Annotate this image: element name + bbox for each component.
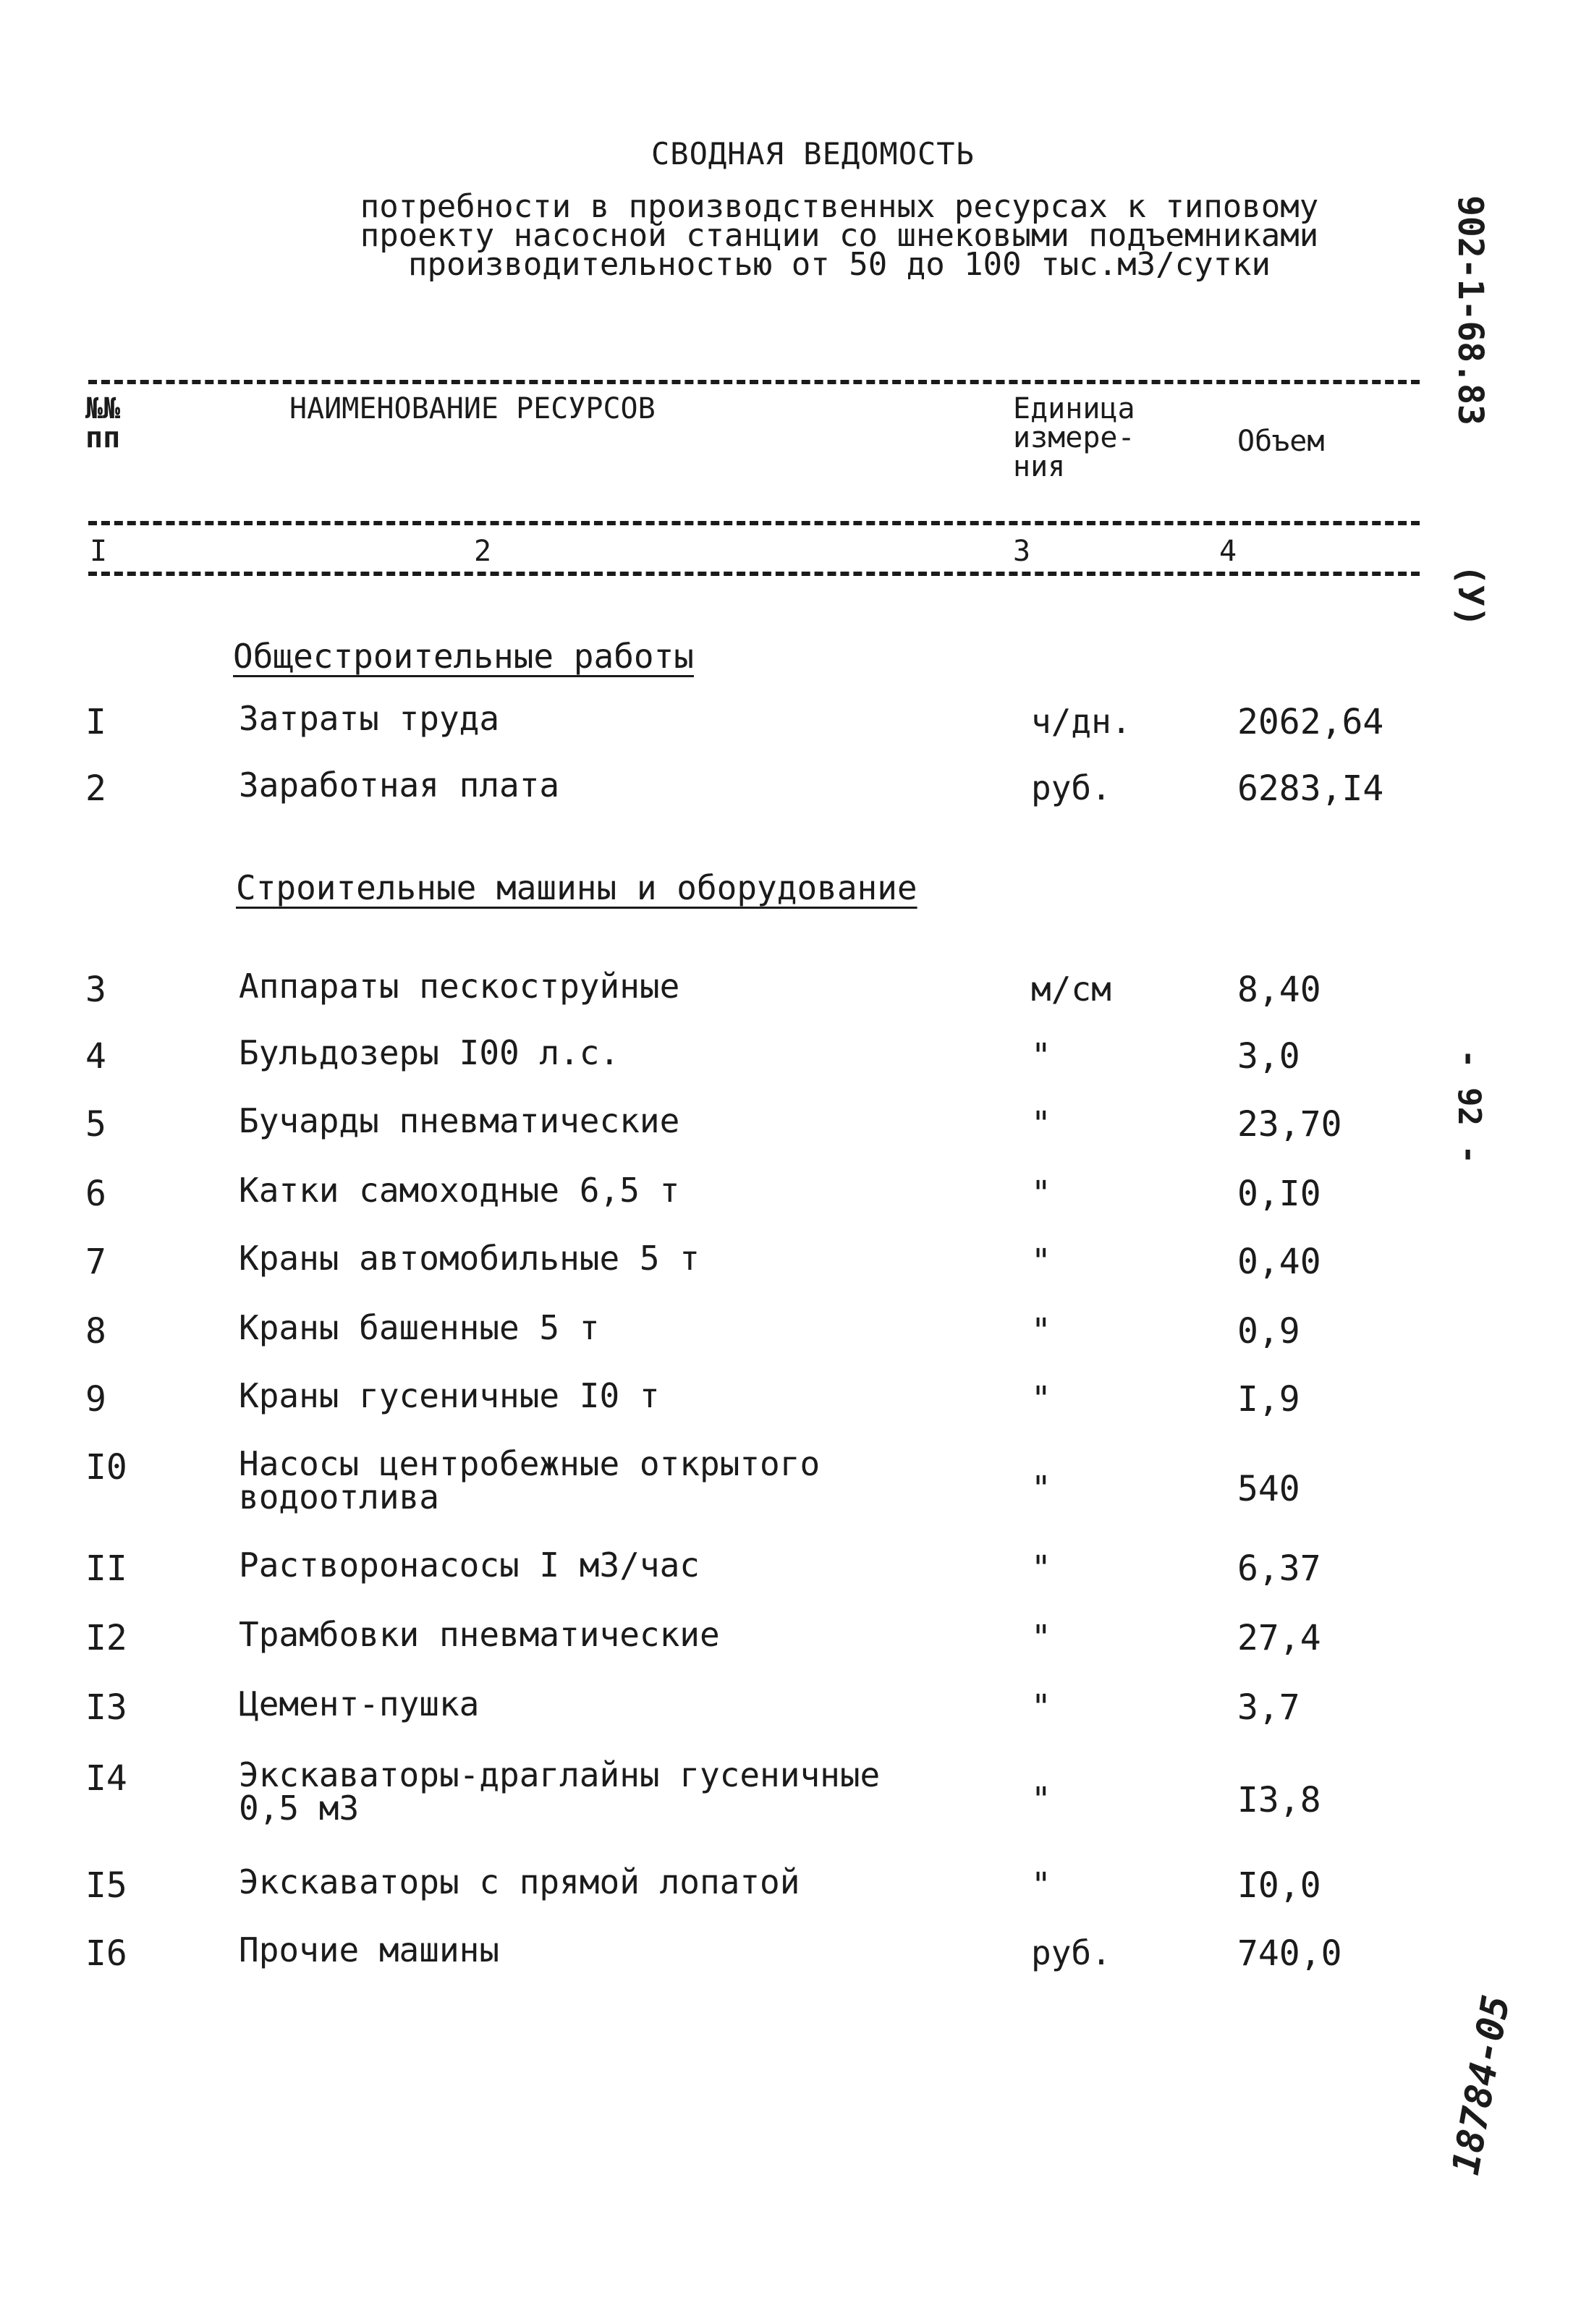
row-number: 6 [85, 1174, 106, 1214]
margin-album-mark: (У) [1450, 564, 1491, 627]
table-row [0, 1171, 1581, 1217]
row-name: Экскаваторы-драглайны гусеничные 0,5 м3 [239, 1755, 881, 1828]
row-name: Краны автомобильные 5 т [239, 1239, 700, 1278]
row-number: II [85, 1548, 127, 1589]
header-mid-rule [88, 521, 1420, 525]
row-volume: 3,0 [1237, 1036, 1300, 1077]
table-row [0, 699, 1581, 745]
row-unit: " [1031, 1379, 1051, 1418]
table-row [0, 1755, 1581, 1838]
row-number: I4 [85, 1758, 127, 1799]
row-number: 4 [85, 1036, 106, 1077]
row-unit: " [1031, 1174, 1051, 1213]
row-unit: " [1031, 1311, 1051, 1350]
table-row [0, 1444, 1581, 1527]
table-row [0, 1033, 1581, 1080]
row-unit: руб. [1031, 768, 1111, 807]
table-row [0, 1615, 1581, 1661]
header-top-rule [88, 380, 1420, 384]
row-number: 7 [85, 1242, 106, 1282]
table-row [0, 1376, 1581, 1422]
table-row [0, 967, 1581, 1013]
row-name: Аппараты пескоструйные [239, 967, 680, 1006]
header-bottom-rule [88, 572, 1420, 576]
row-name: Цемент-пушка [239, 1684, 480, 1723]
row-unit: " [1031, 1242, 1051, 1281]
row-volume: 6,37 [1237, 1548, 1321, 1589]
row-name: Бучарды пневматические [239, 1101, 680, 1140]
row-volume: 540 [1237, 1469, 1300, 1509]
row-name: Насосы центробежные открытого водоотлива [239, 1444, 821, 1517]
row-name: Растворонасосы I м3/час [239, 1545, 700, 1585]
row-name: Заработная плата [239, 766, 560, 805]
margin-page-number: - 92 - [1451, 1049, 1488, 1164]
row-unit: " [1031, 1469, 1051, 1508]
row-volume: 23,70 [1237, 1104, 1342, 1145]
document-title: СВОДНАЯ ВЕДОМОСТЬ [651, 136, 975, 171]
row-volume: I0,0 [1237, 1865, 1321, 1906]
row-name: Бульдозеры I00 л.с. [239, 1033, 620, 1072]
row-number: 9 [85, 1379, 106, 1420]
margin-project-code: 902-1-68.83 [1450, 195, 1491, 425]
row-volume: I,9 [1237, 1379, 1300, 1420]
header-unit: Единица измере- ния [1013, 392, 1135, 483]
row-name: Прочие машины [239, 1930, 500, 1969]
table-row [0, 768, 1581, 812]
row-unit: " [1031, 1548, 1051, 1587]
section-title-general-construction: Общестроительные работы [233, 637, 694, 676]
row-name: Трамбовки пневматические [239, 1615, 720, 1654]
row-number: 2 [85, 768, 106, 809]
document-subtitle-line-2: проекту насосной станции со шнековыми подъемниками [360, 217, 1319, 254]
table-row [0, 1930, 1581, 1977]
row-volume: 3,7 [1237, 1687, 1300, 1728]
row-volume: 6283,I4 [1237, 768, 1384, 809]
margin-registration-stamp: 18784-05 [1444, 1992, 1519, 2179]
table-row [0, 1308, 1581, 1354]
row-number: I2 [85, 1618, 127, 1658]
row-unit: " [1031, 1780, 1051, 1819]
row-number: I0 [85, 1447, 127, 1488]
row-number: 5 [85, 1104, 106, 1145]
row-unit: " [1031, 1865, 1051, 1904]
column-number-4: 4 [1219, 535, 1237, 568]
row-number: I3 [85, 1687, 127, 1728]
row-unit: руб. [1031, 1933, 1111, 1972]
header-num: №№ пп [85, 392, 121, 454]
table-row [0, 1684, 1581, 1731]
row-volume: 0,9 [1237, 1311, 1300, 1352]
table-row [0, 1862, 1581, 1909]
document-subtitle-line-1: потребности в производственных ресурсах к типовому [360, 188, 1319, 225]
table-row [0, 1545, 1581, 1592]
row-name: Экскаваторы с прямой лопатой [239, 1862, 800, 1901]
column-number-1: I [90, 535, 108, 568]
row-unit: " [1031, 1687, 1051, 1726]
row-number: 3 [85, 970, 106, 1010]
row-volume: I3,8 [1237, 1780, 1321, 1820]
row-name: Катки самоходные 6,5 т [239, 1171, 680, 1210]
column-number-3: 3 [1013, 535, 1031, 568]
row-number: I [85, 702, 106, 742]
row-volume: 8,40 [1237, 970, 1321, 1010]
document-subtitle-line-3: производительностью от 50 до 100 тыс.м3/сутки [407, 246, 1271, 283]
row-number: 8 [85, 1311, 106, 1352]
row-unit: ч/дн. [1031, 702, 1132, 741]
row-number: I5 [85, 1865, 127, 1906]
row-name: Краны башенные 5 т [239, 1308, 600, 1347]
header-volume: Объем [1237, 425, 1325, 458]
table-row [0, 1239, 1581, 1285]
row-volume: 0,40 [1237, 1242, 1321, 1282]
row-name: Краны гусеничные I0 т [239, 1376, 660, 1415]
column-number-2: 2 [474, 535, 492, 568]
row-volume: 740,0 [1237, 1933, 1342, 1974]
row-unit: м/см [1031, 970, 1111, 1009]
row-name: Затраты труда [239, 699, 500, 738]
row-number: I6 [85, 1933, 127, 1974]
header-name: НАИМЕНОВАНИЕ РЕСУРСОВ [289, 392, 656, 425]
row-volume: 2062,64 [1237, 702, 1384, 742]
row-volume: 27,4 [1237, 1618, 1321, 1658]
row-unit: " [1031, 1036, 1051, 1075]
section-title-construction-machines: Строительные машины и оборудование [236, 868, 917, 907]
table-row [0, 1101, 1581, 1148]
row-unit: " [1031, 1618, 1051, 1657]
row-unit: " [1031, 1104, 1051, 1143]
row-volume: 0,I0 [1237, 1174, 1321, 1214]
